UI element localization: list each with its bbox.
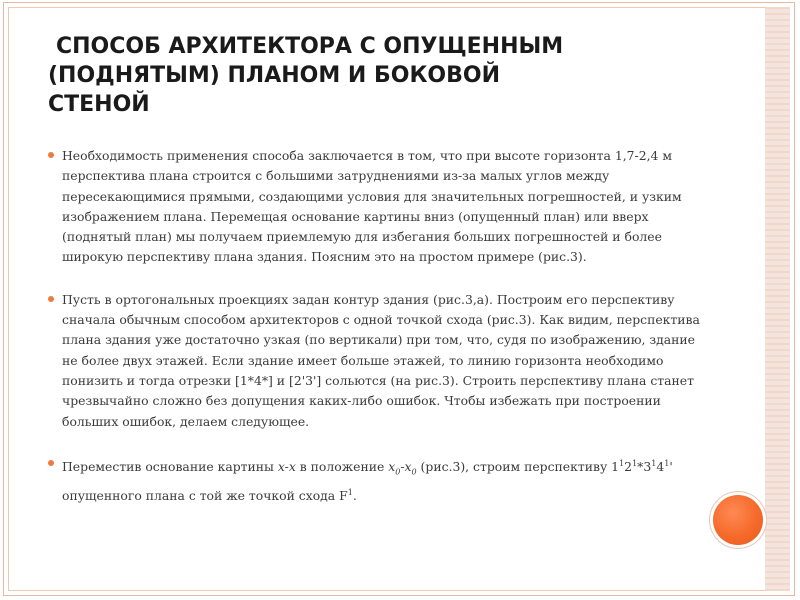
p3-x0b-sub: 0: [411, 467, 417, 477]
bullet-icon: [48, 296, 54, 302]
p3-s4: 1: [664, 458, 670, 468]
p3-part3: (рис.3), строим перспективу 1: [416, 458, 620, 474]
p3-x0-sub: 0: [395, 467, 401, 477]
p3-sF: 1: [347, 487, 353, 497]
decorative-circle-icon: [713, 495, 763, 545]
p3-s3: 1: [651, 458, 657, 468]
p3-part1: Переместив основание картины: [62, 458, 278, 474]
p3-s1: 1: [619, 458, 625, 468]
slide-body: [48, 146, 708, 528]
paragraph-2-text: Пусть в ортогональных проекциях задан контур здания (рис.3,а). Построим его перспективу сначала обычным способом архитекторов с одной точкой схода (рис.3). Как видим, перспектива плана здания уже достаточно узкая (по вертикали) при том, что, судя по изображению, здание не более двух этажей. Если здание имеет больше этажей, то линию горизонта необходимо понизить и тогда отрезки [1*4*] и [2'3'] сольются (на рис.3). Строить перспективу плана станет чрезвычайно сложно без допущения каких-либо ошибок. Чтобы избежать при построении больших ошибок, делаем следующее.: [62, 291, 700, 429]
slide-title: [48, 32, 696, 119]
p3-t4: 4: [656, 458, 665, 474]
p3-part4: ' опущенного плана с той же точкой схода F: [62, 458, 673, 503]
title-line-3: СТЕНОЙ: [48, 92, 150, 117]
paragraph-3: [48, 454, 708, 506]
p3-t3: *3: [637, 458, 652, 474]
p3-x0-letter: x: [388, 458, 396, 474]
bullet-icon: [48, 152, 54, 158]
p3-s2: 1: [632, 458, 638, 468]
paragraph-2: [48, 290, 708, 432]
bullet-icon: [48, 460, 54, 466]
p3-part2: в положение: [295, 458, 389, 474]
p3-xx: x-x: [277, 458, 296, 474]
paragraph-1-text: Необходимость применения способа заключается в том, что при высоте горизонта 1,7-2,4 м перспектива плана строится с большими затруднениями из-за малых углов между пересекающимися прямыми, создающими условия для значительных погрешностей, и узким изображением плана. Перемещая основание картины вниз (опущенный план) или вверх (поднятый план) мы получаем приемлемую для избегания больших погрешностей и более широкую перспективу плана здания. Поясним это на простом примере (рис.3).: [62, 148, 682, 265]
p3-dash: -x: [400, 458, 412, 474]
p3-x0: [388, 458, 417, 477]
side-bar-stripes: [765, 7, 790, 591]
paragraph-1: [48, 146, 708, 268]
p3-part5: .: [352, 487, 357, 503]
title-line-2: (ПОДНЯТЫМ) ПЛАНОМ И БОКОВОЙ: [48, 63, 501, 88]
decorative-side-bar: [765, 7, 790, 591]
title-line-1: СПОСОБ АРХИТЕКТОРА С ОПУЩЕННЫМ: [56, 34, 564, 59]
p3-t2: 2: [624, 458, 633, 474]
